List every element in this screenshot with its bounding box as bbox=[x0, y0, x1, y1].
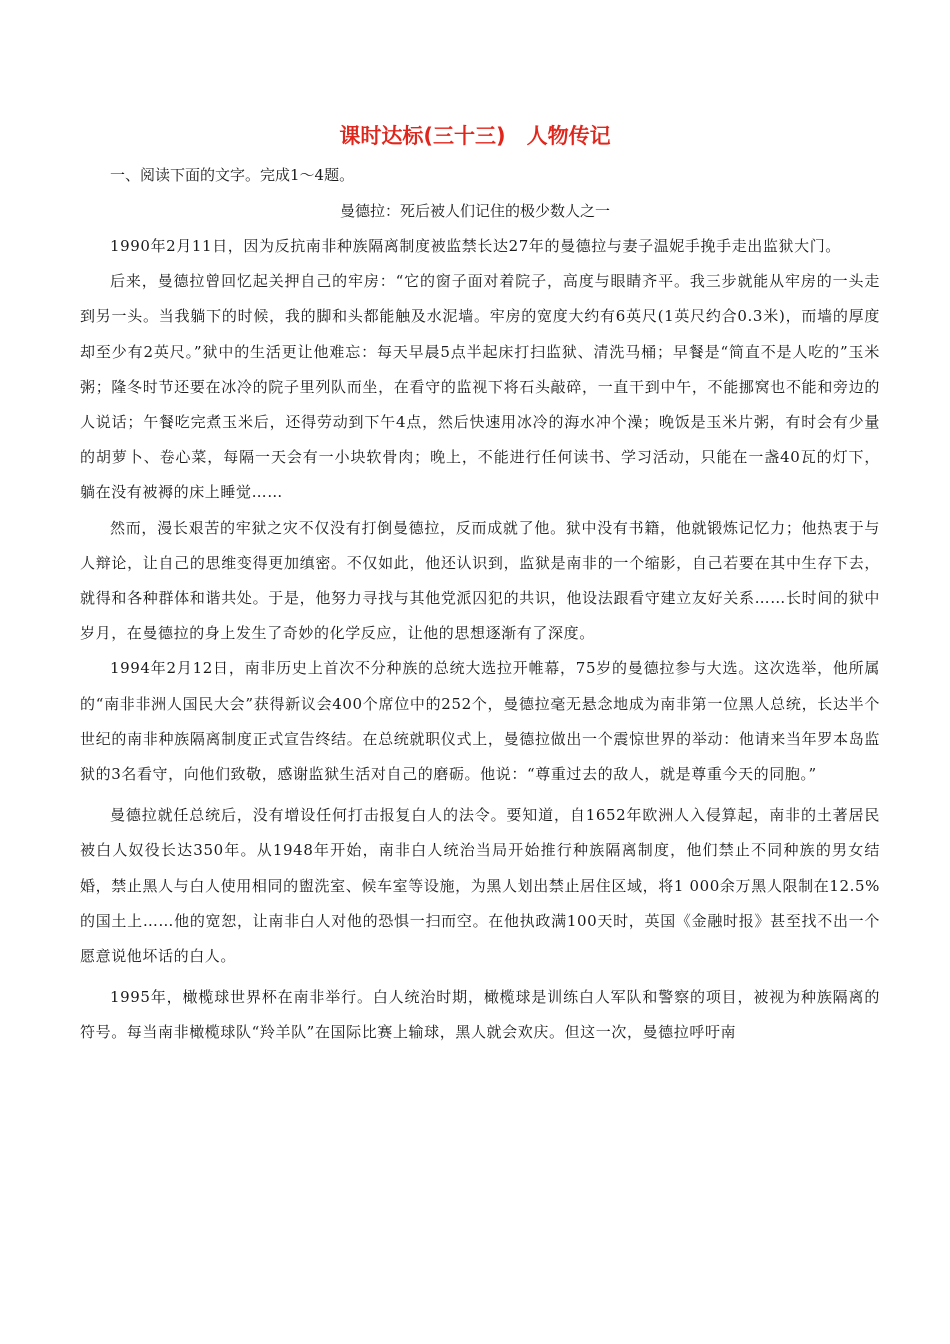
passage-body bbox=[80, 229, 880, 1051]
question-instruction: 一、阅读下面的文字。完成1～4题。 bbox=[110, 166, 355, 184]
paragraph-2: 后来，曼德拉曾回忆起关押自己的牢房：“它的窗子面对着院子，高度与眼睛齐平。我三步就能从牢房的一头走到另一头。当我躺下的时候，我的脚和头都能触及水泥墙。牢房的宽度大约有6英尺(1英尺约合0.3米)，而墙的厚度却至少有2英尺。”狱中的生活更让他难忘：每天早晨5点半起床打扫监狱、清洗马桶；早餐是“简直不是人吃的”玉米粥；隆冬时节还要在冰冷的院子里列队而坐，在看守的监视下将石头敲碎，一直干到中午，不能挪窝也不能和旁边的人说话；午餐吃完煮玉米后，还得劳动到下午4点，然后快速用冰冷的海水冲个澡；晚饭是玉米片粥，有时会有少量的胡萝卜、卷心菜，每隔一天会有一小块软骨肉；晚上，不能进行任何读书、学习活动，只能在一盏40瓦的灯下，躺在没有被褥的床上睡觉…… bbox=[80, 272, 880, 502]
paragraph-1: 1990年2月11日，因为反抗南非种族隔离制度被监禁长达27年的曼德拉与妻子温妮手挽手走出监狱大门。 bbox=[110, 237, 841, 255]
page-title: 课时达标(三十三) 人物传记 bbox=[339, 124, 611, 148]
paragraph-6: 1995年，橄榄球世界杯在南非举行。白人统治时期，橄榄球是训练白人军队和警察的项目，被视为种族隔离的符号。每当南非橄榄球队“羚羊队”在国际比赛上输球，黑人就会欢庆。但这一次，曼德拉呼吁南 bbox=[80, 988, 880, 1042]
paragraph-5: 曼德拉就任总统后，没有增设任何打击报复白人的法令。要知道，自1652年欧洲人入侵算起，南非的土著居民被白人奴役长达350年。从1948年开始，南非白人统治当局开始推行种族隔离制度，他们禁止不同种族的男女结婚，禁止黑人与白人使用相同的盥洗室、候车室等设施，为黑人划出禁止居住区域，将1 000余万黑人限制在12.5%的国土上……他的宽恕，让南非白人对他的恐惧一扫而空。在他执政满100天时，英国《金融时报》甚至找不出一个愿意说他坏话的白人。 bbox=[80, 806, 880, 966]
paragraph-3: 然而，漫长艰苦的牢狱之灾不仅没有打倒曼德拉，反而成就了他。狱中没有书籍，他就锻炼记忆力；他热衷于与人辩论，让自己的思维变得更加缜密。不仅如此，他还认识到，监狱是南非的一个缩影，自己若要在其中生存下去，就得和各种群体和谐共处。于是，他努力寻找与其他党派囚犯的共识，他设法跟看守建立友好关系……长时间的狱中岁月，在曼德拉的身上发生了奇妙的化学反应，让他的思想逐渐有了深度。 bbox=[80, 518, 880, 643]
paragraph-4: 1994年2月12日，南非历史上首次不分种族的总统大选拉开帷幕，75岁的曼德拉参与大选。这次选举，他所属的“南非非洲人国民大会”获得新议会400个席位中的252个，曼德拉毫无悬念地成为南非第一位黑人总统，长达半个世纪的南非种族隔离制度正式宣告终结。在总统就职仪式上，曼德拉做出一个震惊世界的举动：他请来当年罗本岛监狱的3名看守，向他们致敬，感谢监狱生活对自己的磨砺。他说：“尊重过去的敌人，就是尊重今天的同胞。” bbox=[80, 659, 880, 784]
passage-title: 曼德拉：死后被人们记住的极少数人之一 bbox=[339, 202, 610, 220]
